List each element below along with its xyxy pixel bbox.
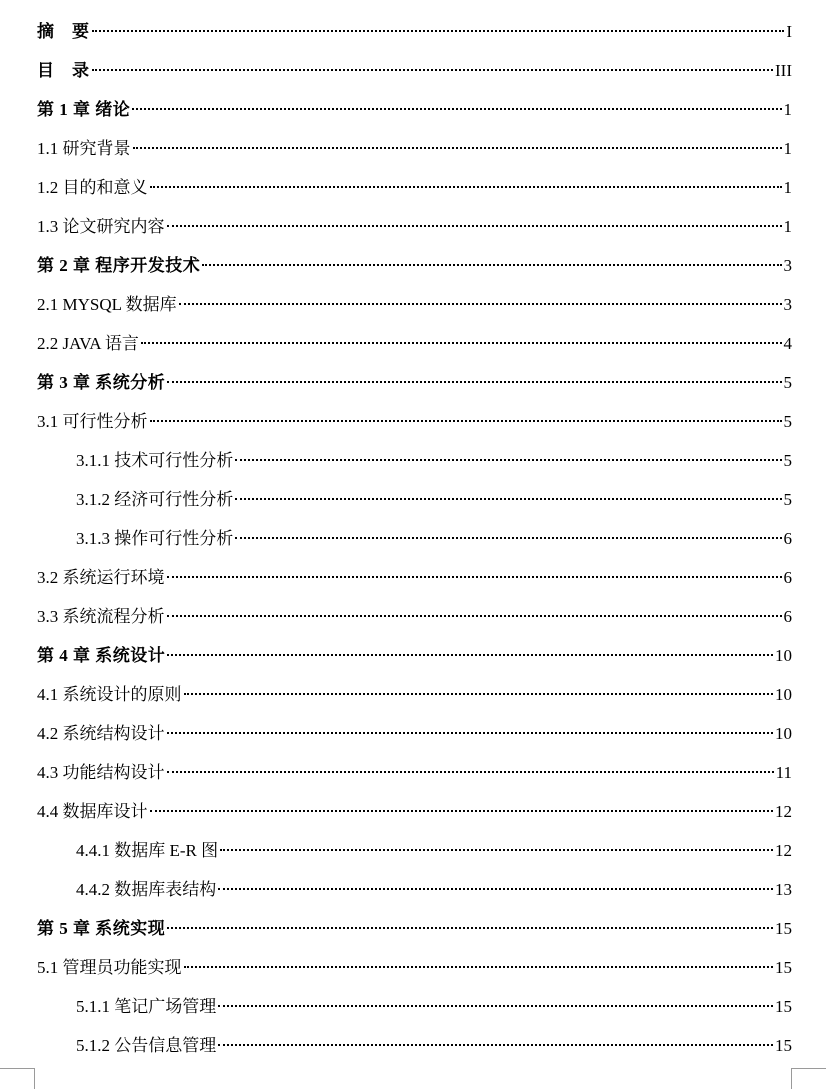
- toc-entry-page-number: 15: [775, 919, 792, 938]
- toc-entry[interactable]: [76, 481, 792, 509]
- toc-entry-page-number: 5: [783, 490, 792, 509]
- toc-entry[interactable]: [37, 130, 792, 158]
- toc-entry-title: 第 3 章 系统分析: [37, 373, 166, 392]
- toc-dot-leader: [233, 481, 783, 505]
- toc-dot-leader: [233, 442, 783, 466]
- toc-entry[interactable]: [37, 247, 792, 275]
- toc-entry-page-number: 12: [775, 841, 792, 860]
- toc-entry[interactable]: [37, 559, 792, 587]
- toc-entry-title: 4.4.1 数据库 E-R 图: [76, 841, 219, 860]
- toc-entry-page-number: 11: [775, 763, 792, 782]
- toc-entry-title: 3.2 系统运行环境: [37, 568, 165, 587]
- toc-entry-title: 1.1 研究背景: [37, 139, 131, 158]
- toc-entry-page-number: 12: [775, 802, 792, 821]
- toc-dot-leader: [165, 559, 784, 583]
- toc-entry-title: 目 录: [37, 61, 90, 80]
- toc-entry[interactable]: [76, 442, 792, 470]
- toc-dot-leader: [139, 325, 784, 349]
- toc-entry-page-number: 10: [775, 685, 792, 704]
- toc-dot-leader: [165, 208, 784, 232]
- toc-entry[interactable]: [37, 52, 792, 80]
- toc-entry[interactable]: [37, 403, 792, 431]
- toc-entry[interactable]: [37, 286, 792, 314]
- toc-entry[interactable]: [37, 754, 792, 782]
- toc-entry-page-number: 10: [775, 646, 792, 665]
- toc-entry[interactable]: [76, 988, 792, 1016]
- toc-entry-page-number: 3: [783, 295, 792, 314]
- toc-entry[interactable]: [37, 325, 792, 353]
- toc-entry-title: 3.1 可行性分析: [37, 412, 148, 431]
- toc-entry-title: 4.3 功能结构设计: [37, 763, 165, 782]
- toc-entry[interactable]: [37, 793, 792, 821]
- toc-entry-title: 2.1 MYSQL 数据库: [37, 295, 177, 314]
- toc-entry-title: 摘 要: [37, 22, 90, 41]
- toc-entry-title: 5.1.2 公告信息管理: [76, 1036, 217, 1055]
- toc-dot-leader: [177, 286, 784, 310]
- toc-entry-page-number: 5: [783, 373, 792, 392]
- toc-entry-page-number: 6: [783, 568, 792, 587]
- page-corner-mark-right: [791, 1068, 826, 1089]
- toc-entry[interactable]: [37, 676, 792, 704]
- toc-entry-title: 4.2 系统结构设计: [37, 724, 165, 743]
- toc-entry-page-number: 15: [775, 1036, 792, 1055]
- toc-entry-title: 第 1 章 绪论: [37, 100, 131, 119]
- toc-dot-leader: [131, 130, 784, 154]
- toc-entry-title: 5.1.1 笔记广场管理: [76, 997, 217, 1016]
- toc-entry-page-number: III: [775, 61, 792, 80]
- toc-entry-page-number: 3: [783, 256, 792, 275]
- toc-entry-title: 4.4 数据库设计: [37, 802, 148, 821]
- toc-dot-leader: [165, 364, 783, 388]
- toc-entry[interactable]: [37, 208, 792, 236]
- toc-dot-leader: [165, 754, 776, 778]
- toc-entry-title: 4.4.2 数据库表结构: [76, 880, 217, 899]
- toc-entry[interactable]: [37, 169, 792, 197]
- toc-entry[interactable]: [37, 637, 792, 665]
- toc-entry[interactable]: [76, 1027, 792, 1055]
- toc-entry-title: 2.2 JAVA 语言: [37, 334, 139, 353]
- toc-entry[interactable]: [37, 91, 792, 119]
- toc-entry-page-number: 1: [783, 178, 792, 197]
- toc-entry[interactable]: [76, 832, 792, 860]
- toc-entry[interactable]: [37, 13, 792, 41]
- toc-dot-leader: [182, 676, 776, 700]
- toc-dot-leader: [148, 169, 784, 193]
- toc-entry-page-number: 1: [783, 217, 792, 236]
- toc-dot-leader: [218, 832, 775, 856]
- toc-entry[interactable]: [37, 715, 792, 743]
- toc-dot-leader: [148, 793, 776, 817]
- toc-entry-page-number: 6: [783, 607, 792, 626]
- toc-entry-page-number: 5: [783, 451, 792, 470]
- toc-entry-title: 第 5 章 系统实现: [37, 919, 166, 938]
- toc-entry-title: 1.2 目的和意义: [37, 178, 148, 197]
- toc-entry-title: 3.1.3 操作可行性分析: [76, 529, 234, 548]
- toc-dot-leader: [200, 247, 783, 271]
- toc-entry[interactable]: [76, 520, 792, 548]
- toc-entry-title: 3.3 系统流程分析: [37, 607, 165, 626]
- toc-entry-page-number: 15: [775, 958, 792, 977]
- toc-entry-page-number: 13: [775, 880, 792, 899]
- toc-dot-leader: [182, 949, 776, 973]
- toc-entry[interactable]: [37, 598, 792, 626]
- toc-dot-leader: [216, 1027, 775, 1051]
- toc-dot-leader: [90, 52, 776, 76]
- toc-dot-leader: [165, 637, 775, 661]
- toc-entry-page-number: 1: [783, 139, 792, 158]
- toc-entry-title: 1.3 论文研究内容: [37, 217, 165, 236]
- toc-entry[interactable]: [37, 364, 792, 392]
- toc-entry-title: 3.1.1 技术可行性分析: [76, 451, 234, 470]
- toc-entry[interactable]: [37, 910, 792, 938]
- toc-entry-page-number: 4: [783, 334, 792, 353]
- toc-entry[interactable]: [76, 871, 792, 899]
- toc-dot-leader: [233, 520, 783, 544]
- toc-dot-leader: [216, 871, 775, 895]
- toc-entry-page-number: 6: [783, 529, 792, 548]
- page-corner-mark-left: [0, 1068, 35, 1089]
- toc-dot-leader: [148, 403, 784, 427]
- toc-dot-leader: [90, 13, 787, 37]
- toc-entry-title: 4.1 系统设计的原则: [37, 685, 182, 704]
- toc-entry-title: 第 4 章 系统设计: [37, 646, 166, 665]
- toc-dot-leader: [216, 988, 775, 1012]
- toc-dot-leader: [165, 598, 784, 622]
- toc-entry-page-number: I: [786, 22, 792, 41]
- toc-dot-leader: [130, 91, 783, 115]
- toc-entry-page-number: 5: [783, 412, 792, 431]
- toc-entry-title: 第 2 章 程序开发技术: [37, 256, 201, 275]
- toc-dot-leader: [165, 910, 775, 934]
- toc-entry-page-number: 1: [783, 100, 792, 119]
- toc-entry-page-number: 10: [775, 724, 792, 743]
- toc-entry-page-number: 15: [775, 997, 792, 1016]
- toc-entry-title: 3.1.2 经济可行性分析: [76, 490, 234, 509]
- toc-entry-title: 5.1 管理员功能实现: [37, 958, 182, 977]
- toc-entry[interactable]: [37, 949, 792, 977]
- toc-dot-leader: [165, 715, 776, 739]
